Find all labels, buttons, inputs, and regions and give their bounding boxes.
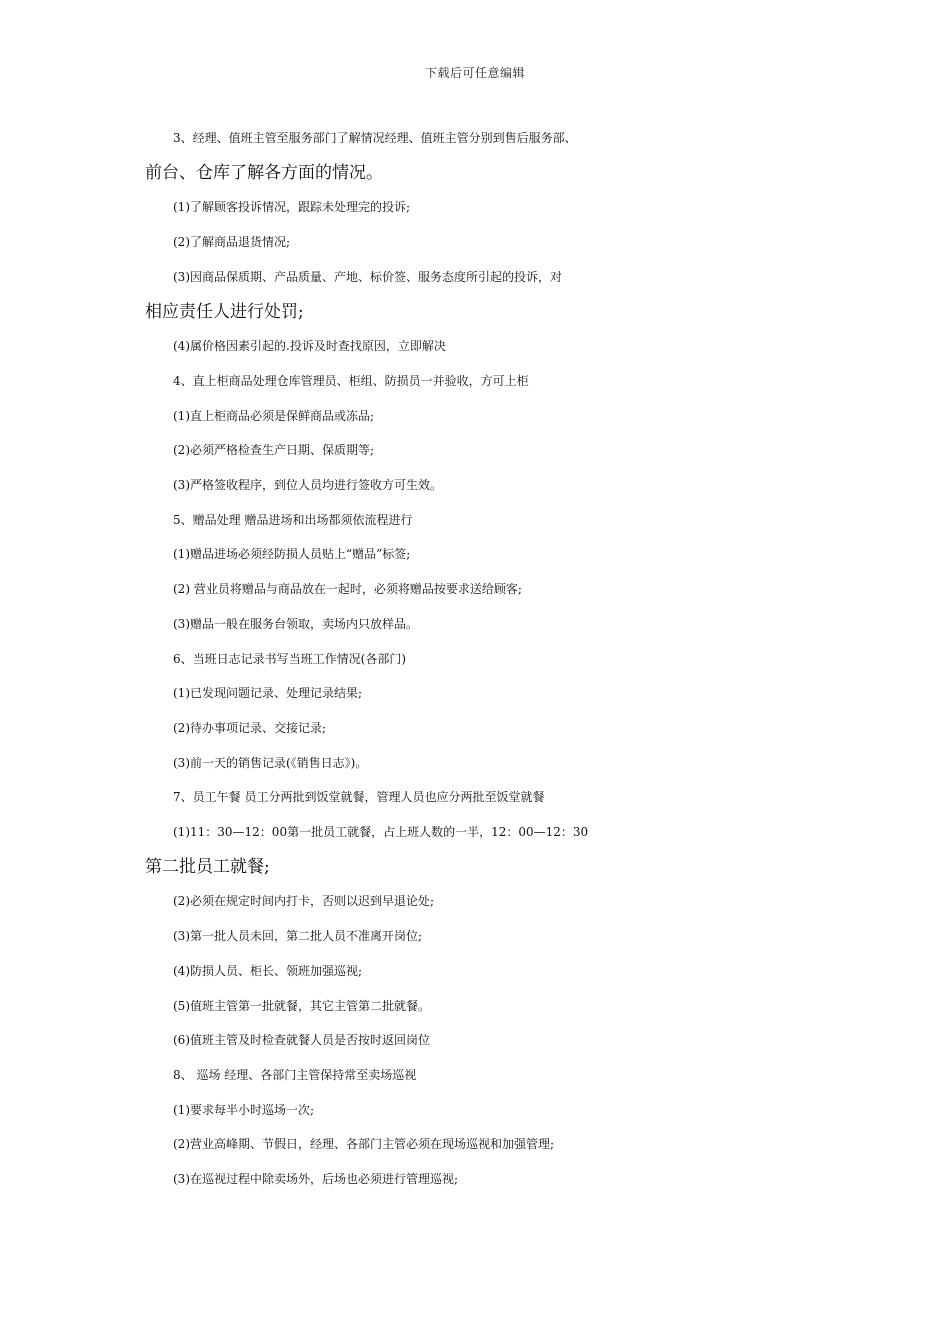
section-5-item-2: (2) 营业员将赠品与商品放在一起时，必须将赠品按要求送给顾客; [173,582,522,597]
section-3-item-3-line-1: (3)因商品保质期、产品质量、产地、标价签、服务态度所引起的投诉，对 [173,269,563,284]
section-6-item-2: (2)待办事项记录、交接记录; [173,720,327,735]
section-7-item-2: (2)必须在规定时间内打卡，否则以迟到早退论处; [173,894,435,909]
section-3-item-4: (4)属价格因素引起的.投诉及时查找原因，立即解决 [173,339,446,354]
section-5-item-1: (1)赠品进场必须经防损人员贴上“赠品”标签; [173,547,411,562]
section-4-item-3: (3)严格签收程序，到位人员均进行签收方可生效。 [173,478,442,493]
section-7-item-1-line-1: (1)11：30—12：00第一批员工就餐，占上班人数的一半，12：00—12：30 [173,825,589,840]
section-3-heading-line-1: 3、经理、值班主管至服务部门了解情况经理、值班主管分别到售后服务部、 [173,131,577,145]
section-8-heading: 8、 巡场 经理、各部门主管保持常至卖场巡视 [173,1067,417,1082]
section-6-heading: 6、当班日志记录书写当班工作情况(各部门) [173,651,406,666]
section-5-heading: 5、赠品处理 赠品进场和出场都须依流程进行 [173,512,413,527]
section-7-item-1-line-2: 第二批员工就餐; [145,856,270,877]
section-8-item-1: (1)要求每半小时巡场一次; [173,1102,315,1117]
section-3-item-2: (2)了解商品退货情况; [173,235,291,250]
section-8-item-3: (3)在巡视过程中除卖场外，后场也必须进行管理巡视; [173,1172,459,1187]
section-6-item-3: (3)前一天的销售记录(《销售日志》)。 [173,755,368,770]
section-5-item-3: (3)赠品一般在服务台领取，卖场内只放样品。 [173,616,418,631]
section-4-item-1: (1)直上柜商品必须是保鲜商品或冻品; [173,408,375,423]
section-7-item-5: (5)值班主管第一批就餐，其它主管第二批就餐。 [173,998,430,1013]
page-header-note: 下载后可任意编辑 [424,66,525,80]
section-7-item-3: (3)第一批人员未回，第二批人员不准离开岗位; [173,929,423,944]
section-7-item-6: (6)值班主管及时检查就餐人员是否按时返回岗位 [173,1033,430,1048]
section-3-item-3-line-2: 相应责任人进行处罚; [145,301,304,322]
section-7-item-4: (4)防损人员、柜长、领班加强巡视; [173,963,363,978]
section-3-heading-line-2: 前台、仓库了解各方面的情况。 [145,162,383,183]
section-3-item-1: (1)了解顾客投诉情况，跟踪未处理完的投诉; [173,200,411,215]
section-6-item-1: (1)已发现问题记录、处理记录结果; [173,686,363,701]
section-8-item-2: (2)营业高峰期、节假日，经理、各部门主管必须在现场巡视和加强管理; [173,1137,555,1152]
section-4-item-2: (2)必须严格检查生产日期、保质期等; [173,443,375,458]
section-7-heading: 7、员工午餐 员工分两批到饭堂就餐，管理人员也应分两批至饭堂就餐 [173,790,545,805]
document-body [145,121,817,1197]
section-4-heading: 4、直上柜商品处理仓库管理员、柜组、防损员一并验收，方可上柜 [173,373,529,388]
